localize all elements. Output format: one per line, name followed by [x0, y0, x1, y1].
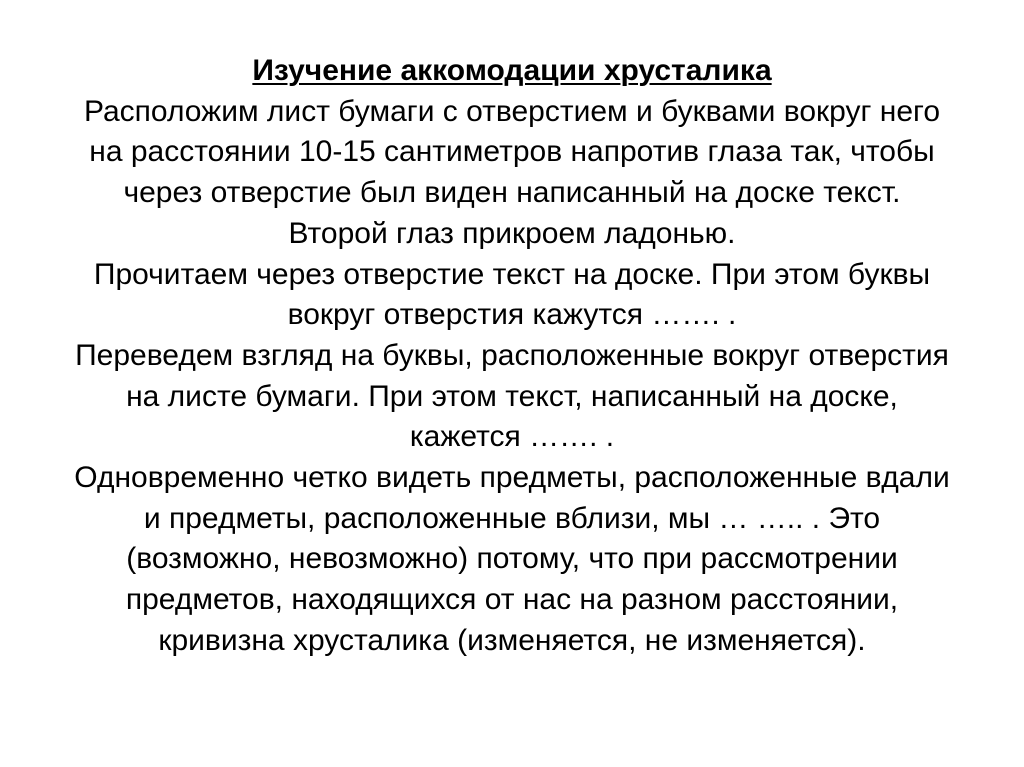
- text-line-2: на расстоянии 10-15 сантиметров напротив глаза так, чтобы: [89, 135, 935, 169]
- text-line-4: Второй глаз прикроем ладонью.: [288, 216, 736, 250]
- text-line-14: кривизна хрусталика (изменяется, не изменяется).: [158, 623, 866, 657]
- text-line-1: Расположим лист бумаги с отверстием и буквами вокруг него: [83, 94, 941, 128]
- text-line-10: Одновременно четко видеть предметы, расположенные вдали: [74, 461, 950, 495]
- text-line-9: кажется ……. .: [409, 420, 615, 454]
- text-line-11: и предметы, расположенные вблизи, мы … ….. . Это: [143, 501, 881, 535]
- text-line-7: Переведем взгляд на буквы, расположенные вокруг отверстия: [75, 338, 949, 372]
- slide-title: Изучение аккомодации хрусталика: [252, 54, 772, 87]
- text-line-5: Прочитаем через отверстие текст на доске. При этом буквы: [93, 257, 931, 291]
- text-line-12: (возможно, невозможно) потому, что при рассмотрении: [126, 542, 898, 576]
- text-line-8: на листе бумаги. При этом текст, написанный на доске,: [126, 379, 898, 413]
- text-line-3: через отверстие был виден написанный на доске текст.: [123, 176, 901, 210]
- slide-text-block: [0, 51, 1024, 662]
- text-line-13: предметов, находящихся от нас на разном расстоянии,: [125, 583, 899, 617]
- text-line-6: вокруг отверстия кажутся ……. .: [287, 298, 737, 332]
